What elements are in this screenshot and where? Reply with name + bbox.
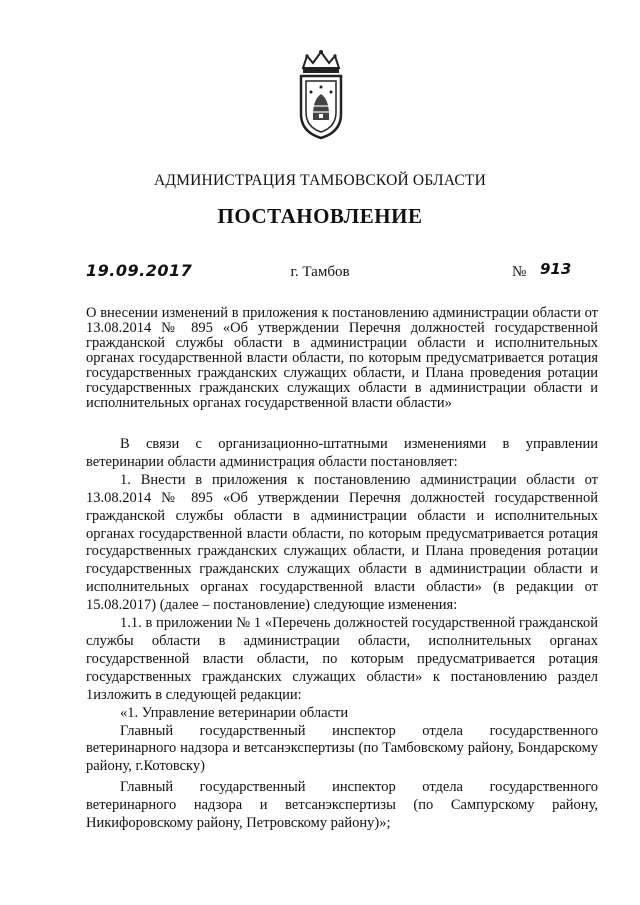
document-meta-row xyxy=(0,262,640,286)
body-paragraph: «1. Управление ветеринарии области xyxy=(120,704,349,721)
body-paragraph: Главный государственный инспектор отдела государственного ветеринарного надзора и ветсанэкспертизы (по Тамбовскому району, Бондарскому району, г.Котовску) xyxy=(86,722,598,775)
body-paragraph: В связи с организационно-штатными изменениями в управлении ветеринарии области администрация области постановляет: xyxy=(86,436,598,470)
document-number: 913 xyxy=(540,260,572,278)
coat-of-arms-icon xyxy=(295,48,347,140)
document-number-label: № xyxy=(512,264,527,280)
document-subject: О внесении изменений в приложения к постановлению администрации области от 13.08.2014 № 895 «Об утверждении Перечня должностей государственной гражданской службы области в администрации области и исполнительных органах государственной власти области, по которым предусматривается ротация государственных гражданских служащих области, и Плана проведения ротации государственных гражданских служащих области в администрации области и исполнительных органах государственной власти области» xyxy=(86,305,598,411)
document-date: 19.09.2017 xyxy=(86,261,193,280)
document-city: г. Тамбов xyxy=(290,264,350,280)
agency-name: АДМИНИСТРАЦИЯ ТАМБОВСКОЙ ОБЛАСТИ xyxy=(154,172,486,189)
body-paragraph: 1. Внести в приложения к постановлению администрации области от 13.08.2014 № 895 «Об утверждении Перечня должностей государственной гражданской службы области в администрации области и исполнительных органах государственной власти области, по которым предусматривается ротация государственных гражданских служащих области, и Плана проведения ротации государственных гражданских служащих области в администрации области и исполнительных органах государственной власти области» (в редакции от 15.08.2017) (далее – постановление) следующие изменения: xyxy=(86,471,598,614)
body-paragraph: 1.1. в приложении № 1 «Перечень должностей государственной гражданской службы области в администрации области, исполнительных органах государственной власти области, по которым предусматривается ротация государственных гражданских служащих области» к постановлению раздел 1изложить в следующей редакции: xyxy=(86,615,598,703)
body-paragraph: Главный государственный инспектор отдела государственного ветеринарного надзора и ветсанэкспертизы (по Сампурскому району, Никифоровскому району, Петровскому району)»; xyxy=(86,779,598,832)
document-type-title: ПОСТАНОВЛЕНИЕ xyxy=(217,204,423,228)
document-body xyxy=(86,436,598,833)
